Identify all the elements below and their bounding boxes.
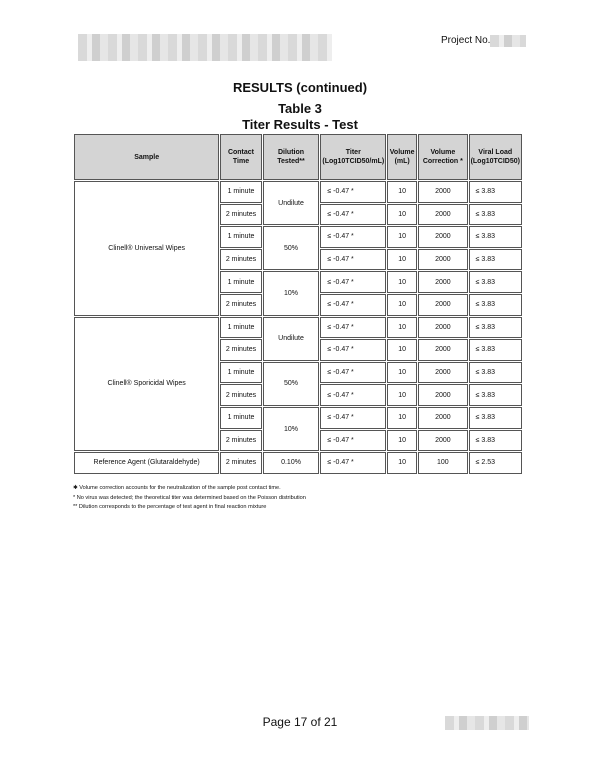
titer-cell: ≤ -0.47 * xyxy=(320,271,386,293)
project-number-label: Project No. xyxy=(441,35,491,46)
table-header-row xyxy=(74,134,522,180)
viral-load-cell: ≤ 3.83 xyxy=(469,384,522,406)
titer-cell: ≤ -0.47 * xyxy=(320,407,386,429)
col-header-viral-load: Viral Load (Log10TCID50) xyxy=(469,134,522,180)
titer-cell: ≤ -0.47 * xyxy=(320,226,386,248)
correction-cell: 2000 xyxy=(418,204,467,226)
table-title: Titer Results - Test xyxy=(242,117,358,132)
titer-cell: ≤ -0.47 * xyxy=(320,294,386,316)
table-number: Table 3 xyxy=(278,101,322,116)
titer-results-table xyxy=(73,133,523,475)
titer-cell: ≤ -0.47 * xyxy=(320,181,386,203)
viral-load-cell: ≤ 3.83 xyxy=(469,271,522,293)
contact-time-cell: 1 minute xyxy=(220,226,261,248)
section-heading: RESULTS (continued) xyxy=(232,80,368,95)
contact-time-cell: 2 minutes xyxy=(220,430,261,452)
redacted-project-number xyxy=(490,35,526,47)
correction-cell: 2000 xyxy=(418,384,467,406)
col-header-sample: Sample xyxy=(74,134,219,180)
sample-cell: Reference Agent (Glutaraldehyde) xyxy=(74,452,219,474)
correction-cell: 100 xyxy=(418,452,467,474)
page-number: Page 17 of 21 xyxy=(262,715,338,729)
table-row xyxy=(74,317,522,339)
volume-cell: 10 xyxy=(387,181,417,203)
dilution-cell: 10% xyxy=(263,271,320,315)
viral-load-cell: ≤ 3.83 xyxy=(469,317,522,339)
volume-cell: 10 xyxy=(387,339,417,361)
correction-cell: 2000 xyxy=(418,271,467,293)
col-header-dilution: Dilution Tested** xyxy=(263,134,320,180)
correction-cell: 2000 xyxy=(418,181,467,203)
footnote: * No virus was detected; the theoretical titer was determined based on the Poisson distribution xyxy=(73,494,306,501)
viral-load-cell: ≤ 3.83 xyxy=(469,204,522,226)
viral-load-cell: ≤ 3.83 xyxy=(469,294,522,316)
sample-cell: Clinell® Sporicidal Wipes xyxy=(74,317,219,452)
volume-cell: 10 xyxy=(387,294,417,316)
contact-time-cell: 1 minute xyxy=(220,407,261,429)
viral-load-cell: ≤ 2.53 xyxy=(469,452,522,474)
volume-cell: 10 xyxy=(387,384,417,406)
dilution-cell: 50% xyxy=(263,362,320,406)
volume-cell: 10 xyxy=(387,249,417,271)
dilution-cell: 10% xyxy=(263,407,320,451)
col-header-titer: Titer (Log10TCID50/mL) xyxy=(320,134,386,180)
dilution-cell: 50% xyxy=(263,226,320,270)
correction-cell: 2000 xyxy=(418,339,467,361)
viral-load-cell: ≤ 3.83 xyxy=(469,430,522,452)
volume-cell: 10 xyxy=(387,204,417,226)
footnote: ** Dilution corresponds to the percentage of test agent in final reaction mixture xyxy=(73,504,267,511)
viral-load-cell: ≤ 3.83 xyxy=(469,339,522,361)
contact-time-cell: 2 minutes xyxy=(220,339,261,361)
redacted-footer-block xyxy=(445,716,529,730)
correction-cell: 2000 xyxy=(418,362,467,384)
table-row xyxy=(74,181,522,203)
contact-time-cell: 2 minutes xyxy=(220,249,261,271)
titer-cell: ≤ -0.47 * xyxy=(320,249,386,271)
volume-cell: 10 xyxy=(387,226,417,248)
correction-cell: 2000 xyxy=(418,294,467,316)
viral-load-cell: ≤ 3.83 xyxy=(469,181,522,203)
viral-load-cell: ≤ 3.83 xyxy=(469,362,522,384)
correction-cell: 2000 xyxy=(418,317,467,339)
viral-load-cell: ≤ 3.83 xyxy=(469,407,522,429)
volume-cell: 10 xyxy=(387,430,417,452)
titer-cell: ≤ -0.47 * xyxy=(320,317,386,339)
titer-cell: ≤ -0.47 * xyxy=(320,362,386,384)
titer-cell: ≤ -0.47 * xyxy=(320,384,386,406)
titer-cell: ≤ -0.47 * xyxy=(320,430,386,452)
col-header-contact-time: Contact Time xyxy=(220,134,261,180)
contact-time-cell: 1 minute xyxy=(220,271,261,293)
titer-cell: ≤ -0.47 * xyxy=(320,204,386,226)
viral-load-cell: ≤ 3.83 xyxy=(469,226,522,248)
contact-time-cell: 1 minute xyxy=(220,181,261,203)
dilution-cell: Undilute xyxy=(263,317,320,361)
titer-cell: ≤ -0.47 * xyxy=(320,339,386,361)
contact-time-cell: 2 minutes xyxy=(220,294,261,316)
volume-cell: 10 xyxy=(387,317,417,339)
correction-cell: 2000 xyxy=(418,430,467,452)
col-header-correction: Volume Correction * xyxy=(418,134,467,180)
correction-cell: 2000 xyxy=(418,249,467,271)
dilution-cell: 0.10% xyxy=(263,452,320,474)
correction-cell: 2000 xyxy=(418,226,467,248)
contact-time-cell: 1 minute xyxy=(220,362,261,384)
sample-cell: Clinell® Universal Wipes xyxy=(74,181,219,316)
dilution-cell: Undilute xyxy=(263,181,320,225)
viral-load-cell: ≤ 3.83 xyxy=(469,249,522,271)
correction-cell: 2000 xyxy=(418,407,467,429)
contact-time-cell: 2 minutes xyxy=(220,384,261,406)
contact-time-cell: 2 minutes xyxy=(220,204,261,226)
contact-time-cell: 1 minute xyxy=(220,317,261,339)
footnote: ✱ Volume correction accounts for the neutralization of the sample post contact time. xyxy=(73,485,281,491)
contact-time-cell: 2 minutes xyxy=(220,452,261,474)
col-header-volume: Volume (mL) xyxy=(387,134,417,180)
volume-cell: 10 xyxy=(387,407,417,429)
table-body xyxy=(74,181,522,474)
footnotes xyxy=(73,484,306,513)
volume-cell: 10 xyxy=(387,362,417,384)
reference-row xyxy=(74,452,522,474)
volume-cell: 10 xyxy=(387,452,417,474)
redacted-header-block xyxy=(78,34,332,61)
titer-cell: ≤ -0.47 * xyxy=(320,452,386,474)
volume-cell: 10 xyxy=(387,271,417,293)
